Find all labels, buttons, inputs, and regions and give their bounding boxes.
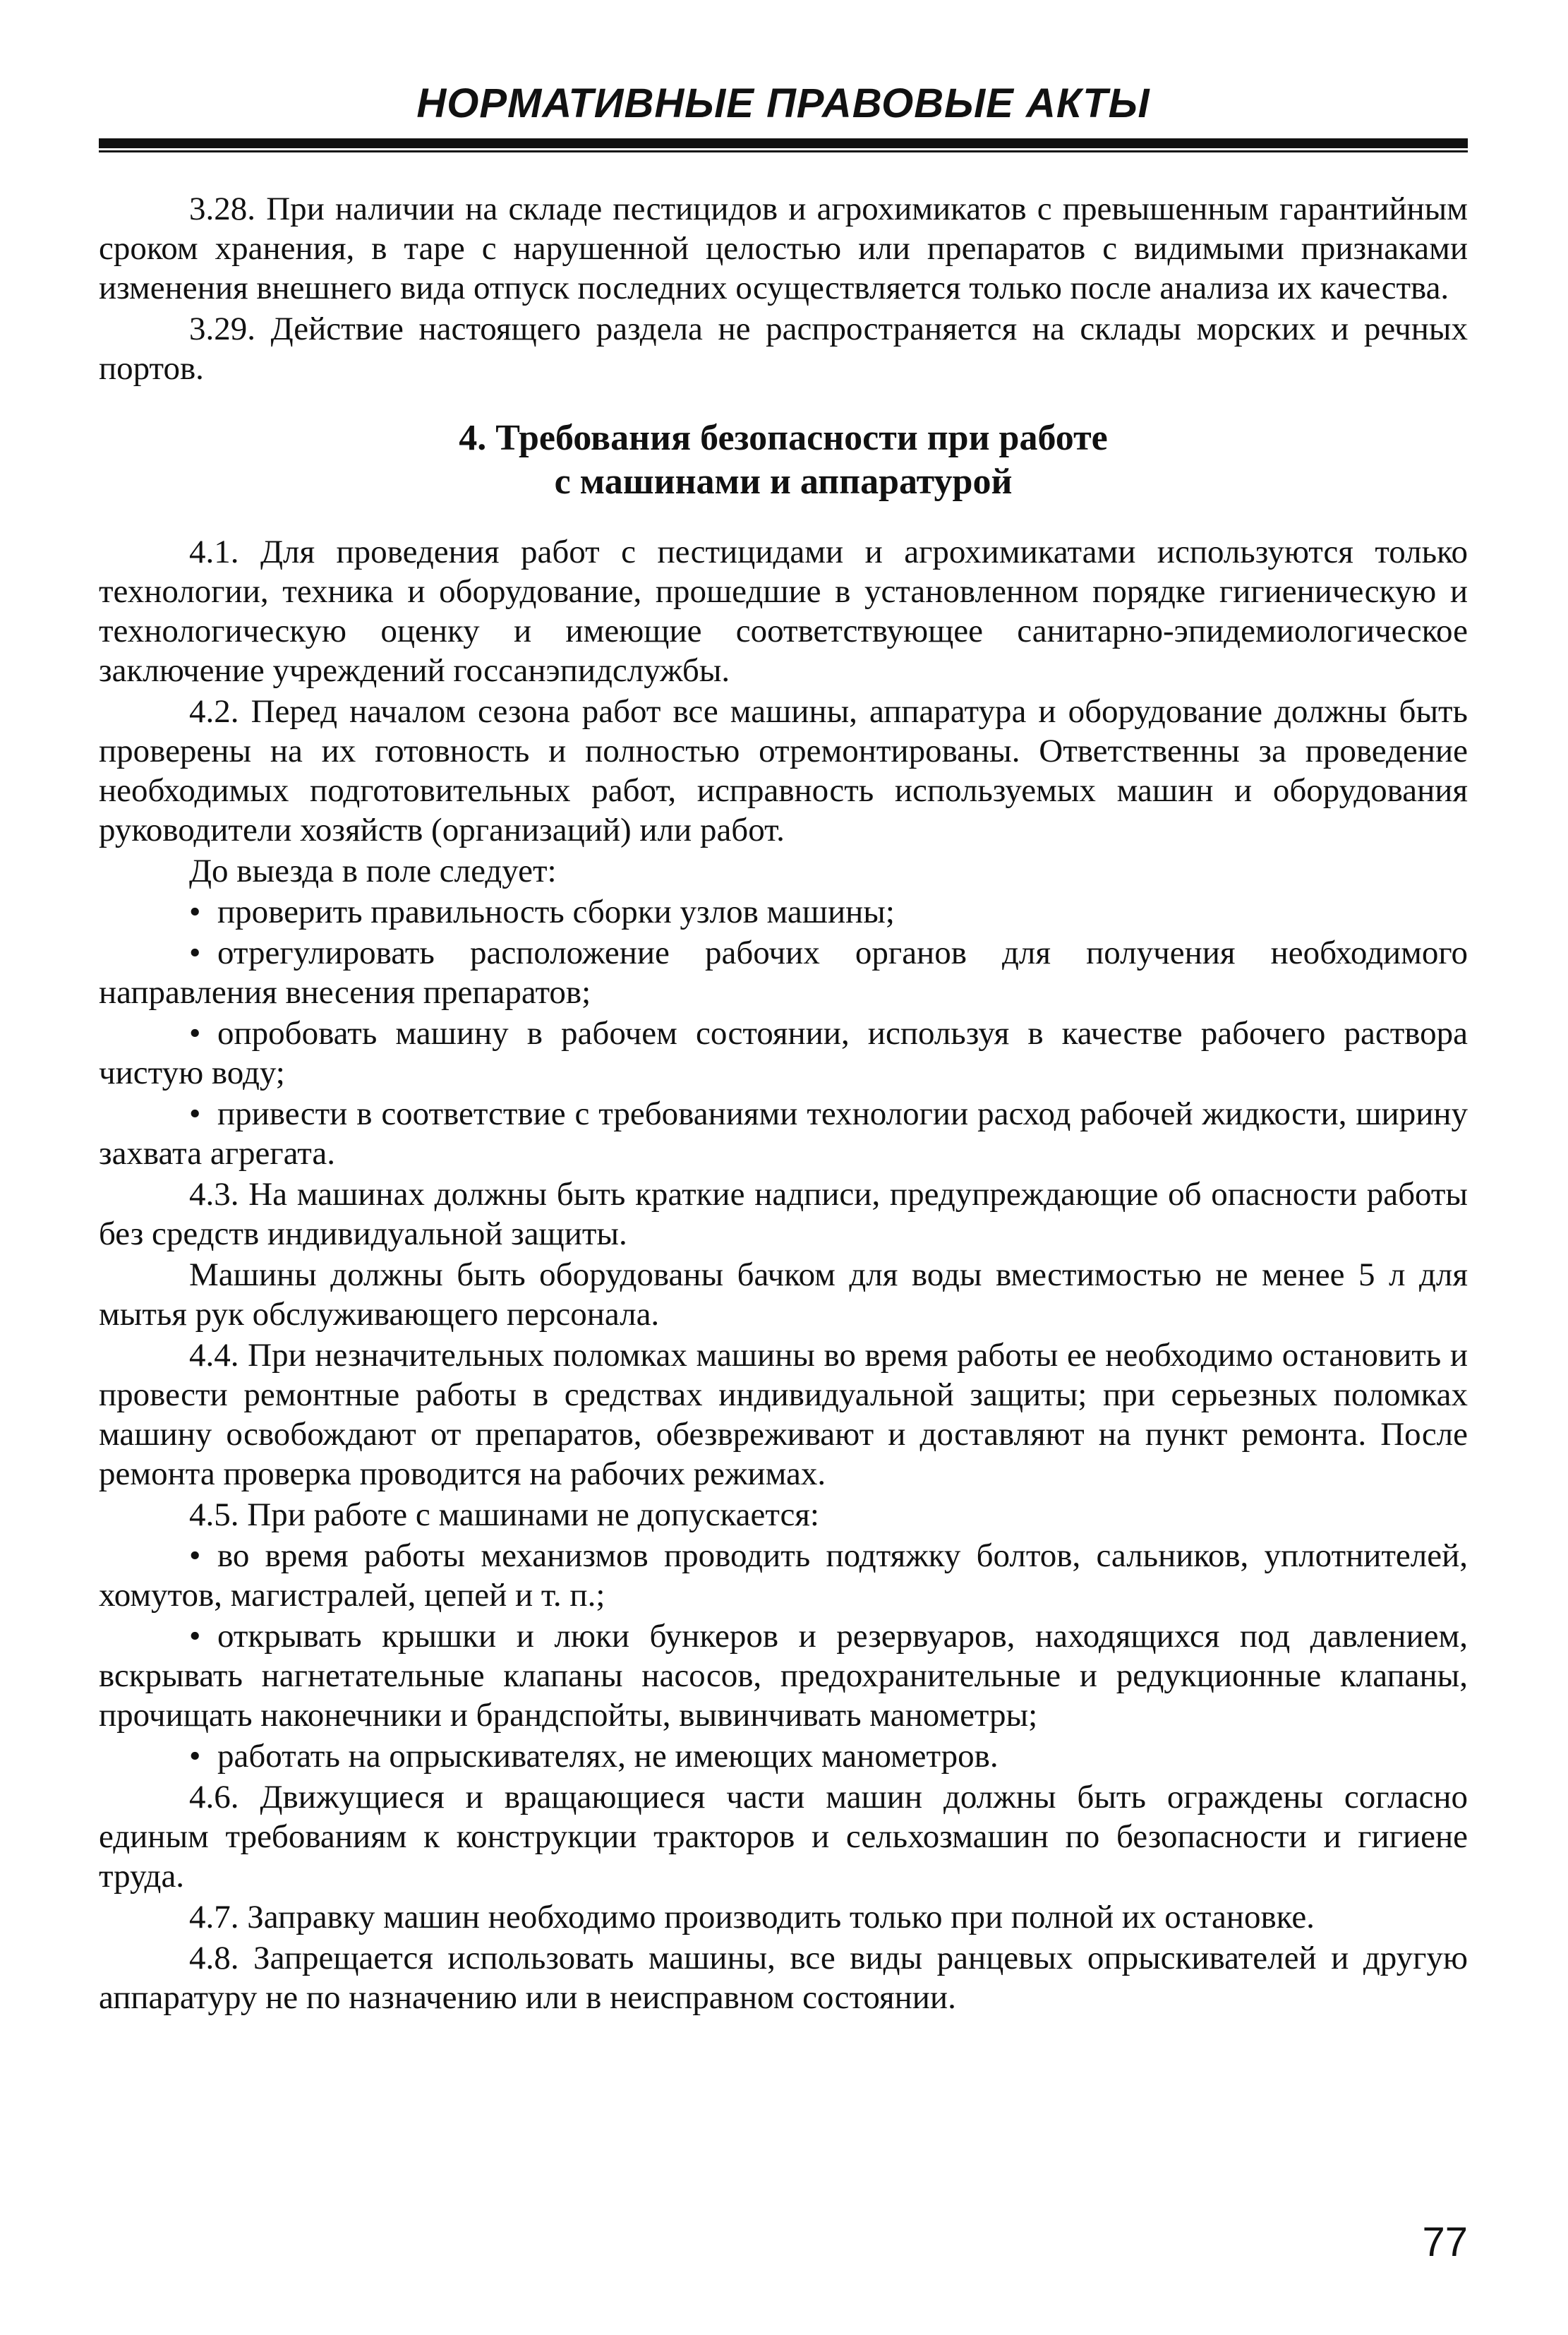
paragraph-4-8: 4.8. Запрещается использовать машины, все виды ранцевых опрыскивателей и другую аппаратуру не по назначению или в неисправном состоянии. (99, 1940, 1468, 2016)
list-item (99, 1736, 1468, 1776)
list-item (99, 933, 1468, 1012)
section-title-line-2: с машинами и аппаратурой (554, 462, 1013, 502)
paragraph-4-3-continued: Машины должны быть оборудованы бачком для воды вместимостью не менее 5 л для мытья рук обслуживающего персонала. (99, 1256, 1468, 1333)
bullet-icon: • (189, 935, 201, 971)
list-item-text: отрегулировать расположение рабочих органов для получения необходимого направления внесения препаратов; (99, 935, 1468, 1011)
bullet-icon: • (189, 1537, 201, 1574)
section-4-title (99, 416, 1468, 504)
list-item-text: работать на опрыскивателях, не имеющих манометров. (217, 1738, 999, 1775)
paragraph-3-28: 3.28. При наличии на складе пестицидов и агрохимикатов с превышенным гарантийным сроком хранения, в таре с нарушенной целостью или препаратов с видимыми признаками изменения внешнего вида отпуск последних осуществляется только после анализа их качества. (99, 191, 1468, 306)
paragraph-4-7: 4.7. Заправку машин необходимо производить только при полной их остановке. (189, 1899, 1315, 1935)
page-content (99, 189, 1468, 2019)
header-rule-thick (99, 138, 1468, 148)
bullet-icon: • (189, 1096, 201, 1132)
page-number: 77 (1422, 2219, 1468, 2265)
list-item (99, 1536, 1468, 1615)
bullet-icon: • (189, 894, 201, 930)
running-head: НОРМАТИВНЫЕ ПРАВОВЫЕ АКТЫ (416, 80, 1150, 126)
paragraph-before-field: До выезда в поле следует: (189, 853, 557, 889)
list-item (99, 1094, 1468, 1173)
section-title-line-1: 4. Требования безопасности при работе (459, 418, 1108, 458)
list-item (99, 1616, 1468, 1735)
paragraph-4-3: 4.3. На машинах должны быть краткие надписи, предупреждающие об опасности работы без средств индивидуальной защиты. (99, 1176, 1468, 1252)
list-item (99, 892, 1468, 932)
paragraph-4-2: 4.2. Перед началом сезона работ все машины, аппаратура и оборудование должны быть проверены на их готовность и полностью отремонтированы. Ответственны за проведение необходимых подготовительных работ, исправность используемых машин и оборудования руководители хозяйств (организаций) или работ. (99, 693, 1468, 848)
bullet-icon: • (189, 1738, 201, 1775)
list-item-text: опробовать машину в рабочем состоянии, используя в качестве рабочего раствора чистую воду; (99, 1015, 1468, 1091)
paragraph-4-5: 4.5. При работе с машинами не допускается: (189, 1496, 819, 1533)
list-item-text: открывать крышки и люки бункеров и резервуаров, находящихся под давлением, вскрывать нагнетательные клапаны насосов, предохранительные и редукционные клапаны, прочищать наконечники и брандспойты, вывинчивать манометры; (99, 1618, 1468, 1734)
paragraph-4-1: 4.1. Для проведения работ с пестицидами и агрохимикатами используются только технологии, техника и оборудование, прошедшие в установленном порядке гигиеническую и технологическую оценку и имеющие соответствующее санитарно-эпидемиологическое заключение учреждений госсанэпидслужбы. (99, 534, 1468, 689)
list-item (99, 1014, 1468, 1093)
list-item-text: привести в соответствие с требованиями технологии расход рабочей жидкости, ширину захвата агрегата. (99, 1096, 1468, 1172)
list-item-text: проверить правильность сборки узлов машины; (217, 894, 895, 930)
bullet-icon: • (189, 1015, 201, 1052)
paragraph-4-6: 4.6. Движущиеся и вращающиеся части машин должны быть ограждены согласно единым требованиям к конструкции тракторов и сельхозмашин по безопасности и гигиене труда. (99, 1779, 1468, 1895)
bullet-icon: • (189, 1618, 201, 1655)
paragraph-4-4: 4.4. При незначительных поломках машины во время работы ее необходимо остановить и провести ремонтные работы в средствах индивидуальной защиты; при серьезных поломках машину освобождают от препаратов, обезвреживают и доставляют на пункт ремонта. После ремонта проверка проводится на рабочих режимах. (99, 1337, 1468, 1492)
paragraph-3-29: 3.29. Действие настоящего раздела не распространяется на склады морских и речных портов. (99, 311, 1468, 387)
list-item-text: во время работы механизмов проводить подтяжку болтов, сальников, уплотнителей, хомутов, магистралей, цепей и т. п.; (99, 1537, 1468, 1614)
header-rule-thin (99, 150, 1468, 152)
